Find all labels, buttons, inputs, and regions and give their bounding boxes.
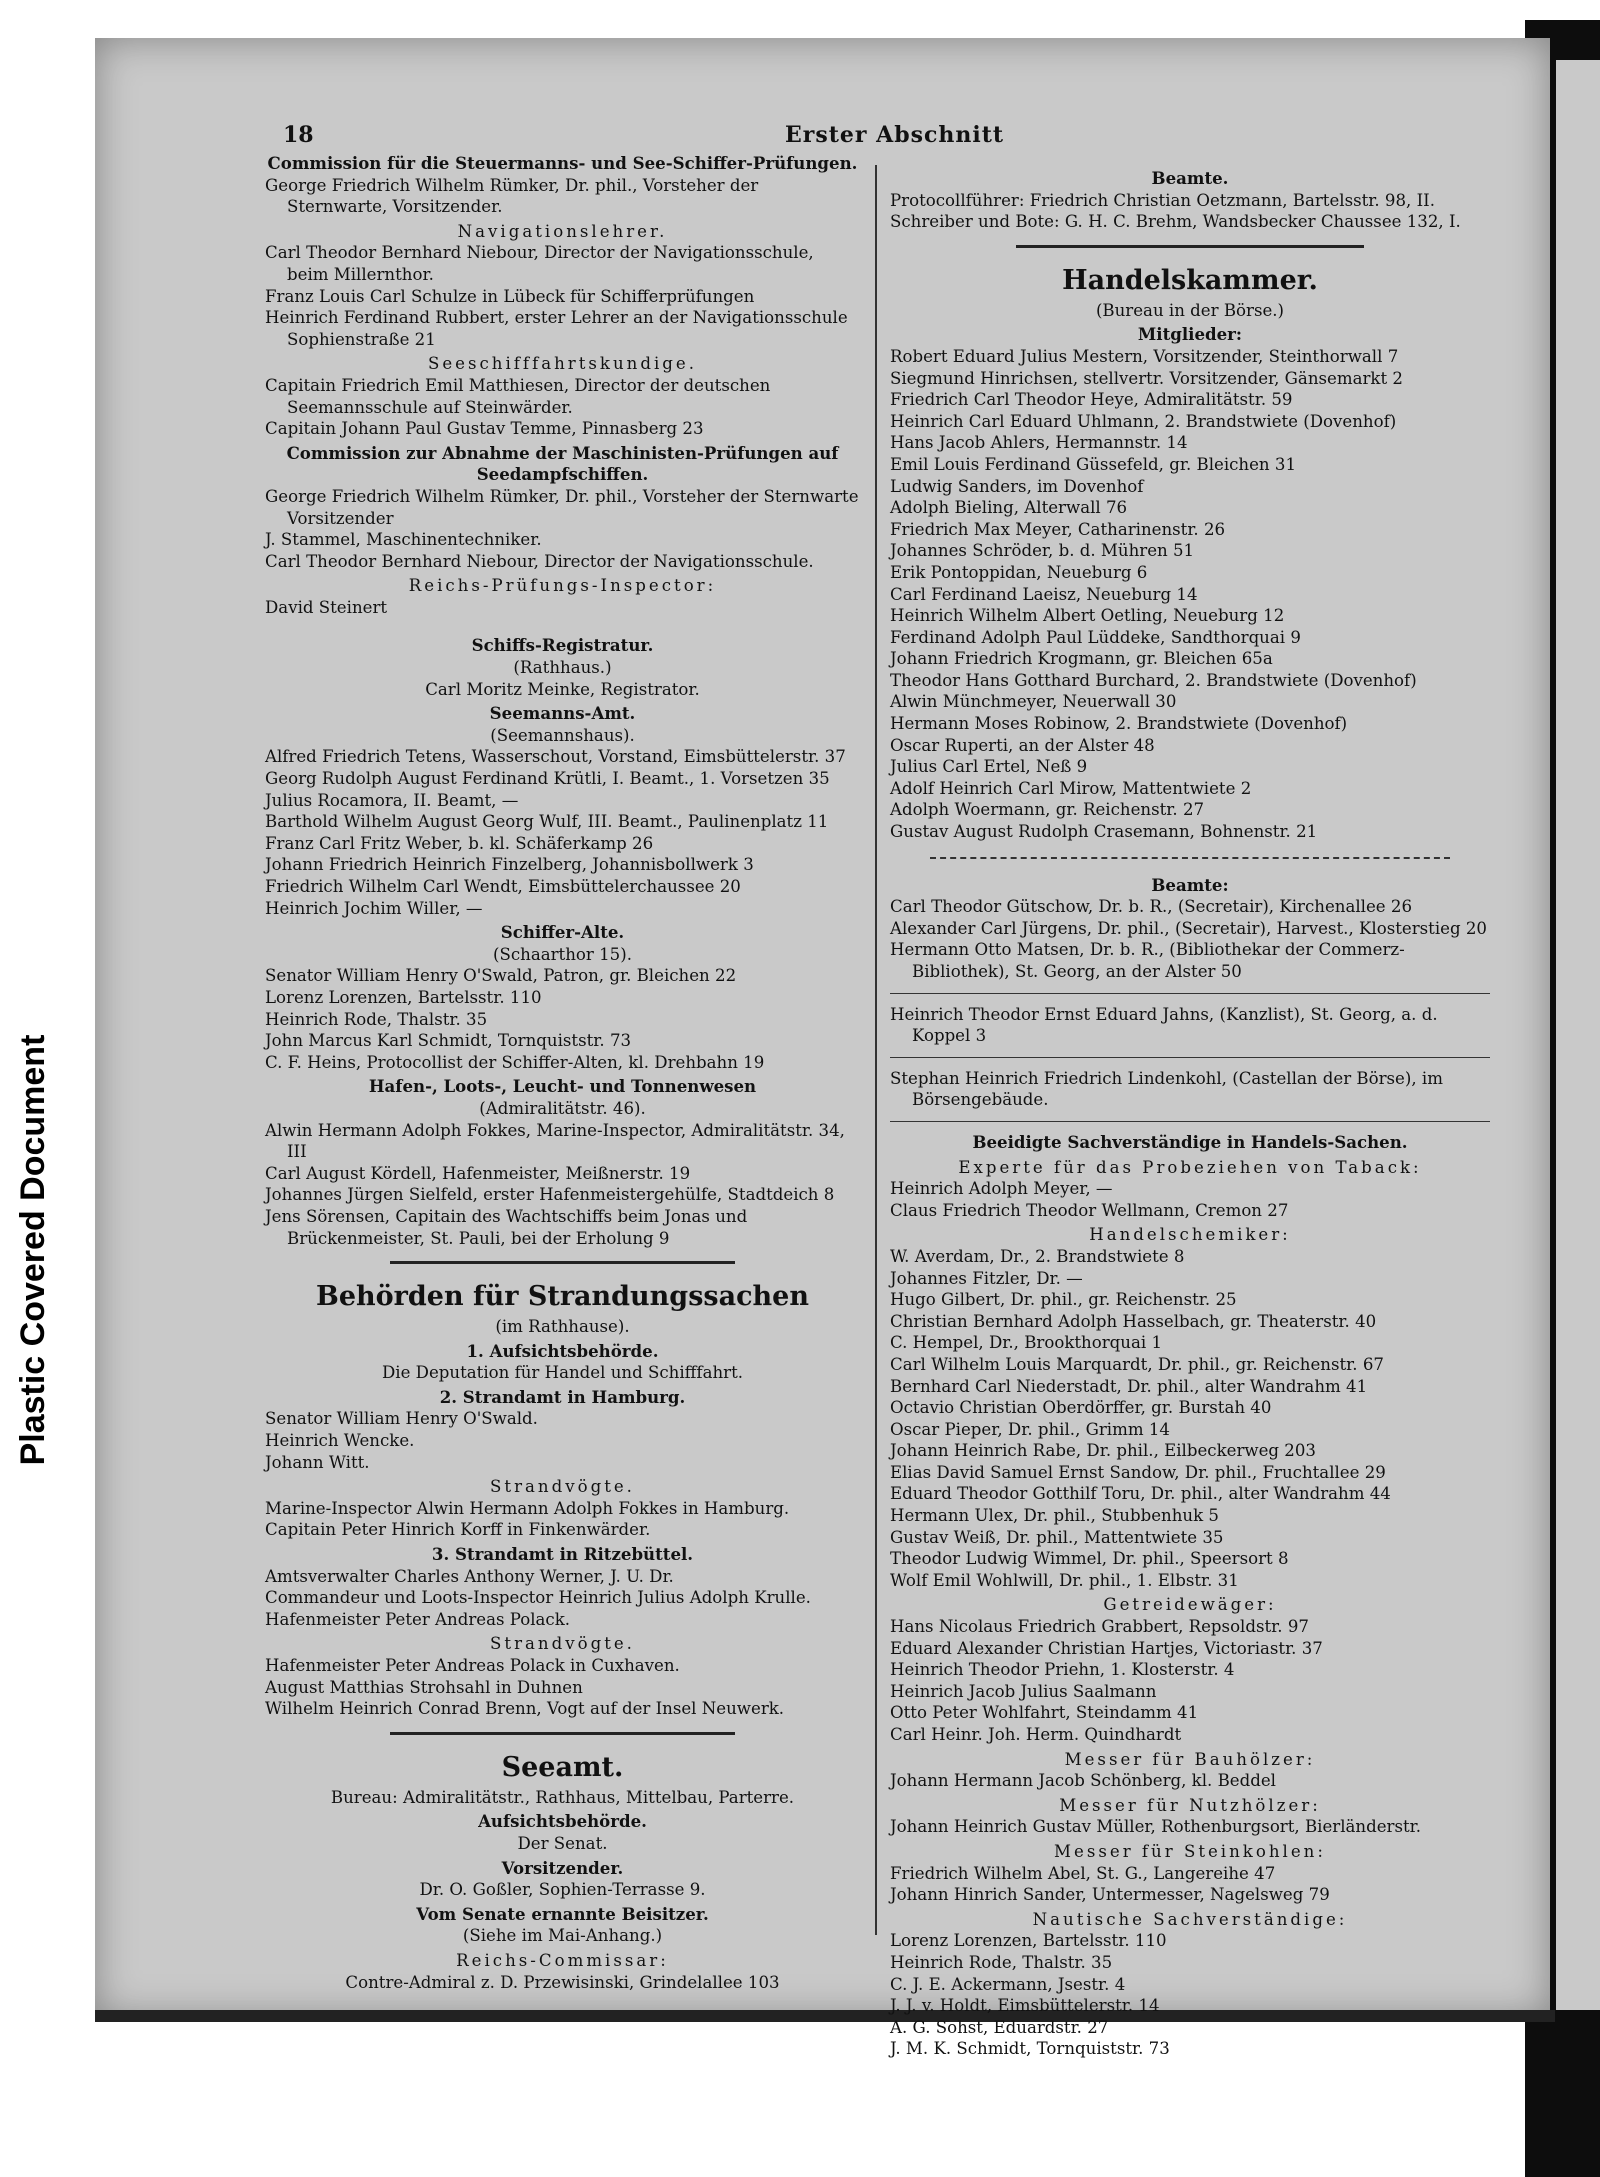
entry: Lorenz Lorenzen, Bartelsstr. 110 [890,1931,1167,1951]
entry: Hafenmeister Peter Andreas Polack. [265,1609,571,1629]
column-divider [875,165,877,1935]
entry: J. Stammel, Maschinentechniker. [265,530,542,550]
entry: C. Hempel, Dr., Brookthorquai 1 [890,1333,1162,1353]
entry: George Friedrich Wilhelm Rümker, Dr. phil., Vorsteher der Sternwarte Vorsitzender [265,486,859,528]
entry: J. J. v. Holdt, Eimsbüttelerstr. 14 [890,1996,1160,2016]
entry: Julius Rocamora, II. Beamt, — [265,790,519,810]
entry: Carl Heinr. Joh. Herm. Quindhardt [890,1725,1182,1744]
entry: Hans Nicolaus Friedrich Grabbert, Repsoldstr. 97 [890,1617,1309,1637]
section-title: Seeamt. [501,1751,624,1783]
entry: Hermann Ulex, Dr. phil., Stubbenhuk 5 [890,1506,1219,1526]
entry: Theodor Ludwig Wimmel, Dr. phil., Speersort 8 [890,1549,1289,1569]
centered-line: (Admiralitätstr. 46). [479,1098,646,1118]
entry: Heinrich Adolph Meyer, — [890,1179,1113,1199]
entry: A. G. Sohst, Eduardstr. 27 [890,2017,1109,2037]
centered-line: (Siehe im Mai-Anhang.) [462,1926,663,1946]
spaced-subheading: Messer für Steinkohlen: [1054,1841,1326,1861]
entry: Robert Eduard Julius Mestern, Vorsitzender, Steinthorwall 7 [890,346,1399,366]
section-heading: Vorsitzender. [501,1857,624,1878]
entry: Hermann Moses Robinow, 2. Brandstwiete (Dovenhof) [890,714,1348,734]
entry: Marine-Inspector Alwin Hermann Adolph Fokkes in Hamburg. [265,1498,790,1518]
section-heading: 2. Strandamt in Hamburg. [439,1386,686,1407]
entry: Carl Theodor Bernhard Niebour, Director der Navigationsschule, beim Millernthor. [265,243,814,284]
section-heading: Schiffer-Alte. [500,922,625,943]
entry: Heinrich Jochim Willer, — [265,898,483,918]
entry: Hafenmeister Peter Andreas Polack in Cuxhaven. [265,1656,680,1675]
entry: George Friedrich Wilhelm Rümker, Dr. phil., Vorsteher der Sternwarte, Vorsitzender. [265,175,759,217]
spaced-subheading: Messer für Nutzhölzer: [1059,1795,1321,1815]
entry: David Steinert [265,597,388,617]
section-heading: 3. Strandamt in Ritzebüttel. [431,1544,694,1565]
centered-line: Carl Moritz Meinke, Registrator. [425,679,700,699]
entry: Georg Rudolph August Ferdinand Krütli, I. Beamt., 1. Vorsetzen 35 [265,769,830,789]
entry: Barthold Wilhelm August Georg Wulf, III. Beamt., Paulinenplatz 11 [265,812,829,832]
spaced-subheading: Strandvögte. [490,1477,635,1497]
entry: W. Averdam, Dr., 2. Brandstwiete 8 [890,1246,1185,1266]
right-column [890,165,1490,2060]
entry: Protocollführer: Friedrich Christian Oetzmann, Bartelsstr. 98, II. [890,190,1435,210]
entry: Wolf Emil Wohlwill, Dr. phil., 1. Elbstr. 31 [890,1570,1239,1590]
entry: Johann Hermann Jacob Schönberg, kl. Beddel [890,1771,1276,1791]
entry: August Matthias Strohsahl in Duhnen [265,1677,583,1697]
section-title: Behörden für Strandungssachen [316,1281,809,1313]
thin-rule [890,1121,1490,1122]
centered-line: Dr. O. Goßler, Sophien-Terrasse 9. [419,1880,706,1900]
section-heading: Mitglieder: [1137,324,1243,345]
entry: Johannes Schröder, b. d. Mühren 51 [890,541,1195,561]
entry: Heinrich Ferdinand Rubbert, erster Lehrer an der Navigationsschule Sophienstraße 21 [265,308,848,349]
section-heading: 1. Aufsichtsbehörde. [466,1340,659,1361]
centered-line: (im Rathhause). [495,1317,630,1337]
section-heading: Aufsichtsbehörde. [478,1811,647,1832]
entry: C. J. E. Ackermann, Jsestr. 4 [890,1974,1126,1994]
entry: Commandeur und Loots-Inspector Heinrich Julius Adolph Krulle. [265,1588,811,1608]
entry: Gustav August Rudolph Crasemann, Bohnenstr. 21 [890,822,1318,842]
entry: Heinrich Wilhelm Albert Oetling, Neueburg 12 [890,606,1285,626]
entry: John Marcus Karl Schmidt, Tornquiststr. 73 [265,1031,632,1051]
running-head: Erster Abschnitt [785,122,1005,148]
entry: Johann Witt. [265,1452,370,1472]
next-page-strip [1556,60,1600,2010]
section-heading: Beeidigte Sachverständige in Handels-Sachen. [972,1131,1408,1152]
centered-line: (Rathhaus.) [513,658,612,678]
entry: Senator William Henry O'Swald, Patron, gr. Bleichen 22 [265,966,737,986]
entry: Carl Ferdinand Laeisz, Neueburg 14 [890,584,1198,604]
entry: Elias David Samuel Ernst Sandow, Dr. phil., Fruchtallee 29 [890,1462,1386,1482]
entry: Julius Carl Ertel, Neß 9 [890,757,1088,777]
entry: Franz Carl Fritz Weber, b. kl. Schäferkamp 26 [265,833,654,853]
entry: Adolph Bieling, Alterwall 76 [890,498,1128,518]
spaced-subheading: Reichs-Commissar: [456,1950,669,1970]
entry: Johann Heinrich Gustav Müller, Rothenburgsort, Bierländerstr. [890,1817,1422,1837]
entry: Heinrich Wencke. [265,1431,415,1451]
entry: Alexander Carl Jürgens, Dr. phil., (Secretair), Harvest., Klosterstieg 20 [890,918,1487,938]
entry: Stephan Heinrich Friedrich Lindenkohl, (Castellan der Börse), im Börsengebäude. [890,1068,1443,1110]
entry: Wilhelm Heinrich Conrad Brenn, Vogt auf der Insel Neuwerk. [265,1699,785,1719]
entry: Hermann Otto Matsen, Dr. b. R., (Bibliothekar der Commerz-Bibliothek), St. Georg, an der Alster 50 [890,940,1405,981]
entry: Christian Bernhard Adolph Hasselbach, gr. Theaterstr. 40 [890,1311,1377,1331]
spaced-subheading: Messer für Bauhölzer: [1064,1749,1316,1769]
entry: Alwin Hermann Adolph Fokkes, Marine-Inspector, Admiralitätstr. 34, III [265,1120,845,1162]
entry: Heinrich Theodor Ernst Eduard Jahns, (Kanzlist), St. Georg, a. d. Koppel 3 [890,1004,1438,1046]
entry: Friedrich Carl Theodor Heye, Admiralitätstr. 59 [890,390,1293,410]
entry: Capitain Friedrich Emil Matthiesen, Director der deutschen Seemannsschule auf Steinwärder. [265,375,771,417]
entry: Otto Peter Wohlfahrt, Steindamm 41 [890,1703,1199,1723]
entry: Gustav Weiß, Dr. phil., Mattentwiete 35 [890,1527,1224,1547]
spaced-subheading: Handelschemiker: [1089,1225,1291,1245]
page-number: 18 [283,122,314,148]
dashed-rule [930,857,1450,859]
entry: Lorenz Lorenzen, Bartelsstr. 110 [265,987,542,1007]
entry: Johann Friedrich Krogmann, gr. Bleichen 65a [890,649,1273,669]
spaced-subheading: Getreidewäger: [1103,1595,1277,1615]
entry: Oscar Ruperti, an der Alster 48 [890,735,1155,755]
entry: Capitain Peter Hinrich Korff in Finkenwärder. [265,1520,651,1540]
entry: C. F. Heins, Protocollist der Schiffer-Alten, kl. Drehbahn 19 [265,1052,765,1072]
spaced-subheading: Seeschifffahrtskundige. [427,354,697,374]
entry: Oscar Pieper, Dr. phil., Grimm 14 [890,1419,1170,1439]
entry: Friedrich Max Meyer, Catharinenstr. 26 [890,519,1226,539]
entry: Friedrich Wilhelm Abel, St. G., Langereihe 47 [890,1863,1276,1883]
section-rule [1016,245,1364,248]
entry: J. M. K. Schmidt, Tornquiststr. 73 [890,2039,1170,2059]
entry: Ludwig Sanders, im Dovenhof [890,476,1144,496]
spaced-subheading: Reichs-Prüfungs-Inspector: [408,576,717,596]
centered-line: Contre-Admiral z. D. Przewisinski, Grindelallee 103 [345,1972,780,1992]
entry: Johann Hinrich Sander, Untermesser, Nagelsweg 79 [890,1885,1330,1905]
entry: Heinrich Jacob Julius Saalmann [890,1681,1157,1701]
entry: Siegmund Hinrichsen, stellvertr. Vorsitzender, Gänsemarkt 2 [890,368,1403,388]
entry: Capitain Johann Paul Gustav Temme, Pinnasberg 23 [265,419,704,439]
entry: Jens Sörensen, Capitain des Wachtschiffs beim Jonas und Brückenmeister, St. Pauli, bei der Erholung 9 [265,1206,748,1248]
centered-line: (Bureau in der Börse.) [1095,300,1285,320]
left-column [265,150,860,1993]
entry: Johannes Fitzler, Dr. — [890,1268,1083,1288]
entry: Johannes Jürgen Sielfeld, erster Hafenmeistergehülfe, Stadtdeich 8 [265,1185,835,1205]
entry: Adolf Heinrich Carl Mirow, Mattentwiete 2 [890,778,1252,798]
spaced-subheading: Nautische Sachverständige: [1032,1909,1348,1929]
entry: Carl August Kördell, Hafenmeister, Meißnerstr. 19 [265,1163,691,1183]
entry: Erik Pontoppidan, Neueburg 6 [890,562,1148,582]
section-heading: Hafen-, Loots-, Leucht- und Tonnenwesen [368,1076,757,1097]
section-heading: Commission zur Abnahme der Maschinisten-Prüfungen auf Seedampfschiffen. [286,442,839,485]
section-rule [390,1261,735,1264]
entry: Johann Friedrich Heinrich Finzelberg, Johannisbollwerk 3 [265,855,754,875]
spaced-subheading: Navigationslehrer. [457,221,668,241]
section-heading: Beamte. [1151,168,1229,188]
thin-rule [890,993,1490,994]
entry: Adolph Woermann, gr. Reichenstr. 27 [890,800,1205,820]
entry: Eduard Theodor Gotthilf Toru, Dr. phil., alter Wandrahm 44 [890,1484,1391,1504]
centered-line: (Seemannshaus). [490,725,635,745]
entry: Alwin Münchmeyer, Neuerwall 30 [890,692,1177,712]
side-label: Plastic Covered Document [14,1034,52,1466]
section-heading: Vom Senate ernannte Beisitzer. [416,1903,709,1924]
entry: Schreiber und Bote: G. H. C. Brehm, Wandsbecker Chaussee 132, I. [890,212,1461,232]
section-heading: Schiffs-Registratur. [471,635,654,656]
entry: Heinrich Theodor Priehn, 1. Klosterstr. 4 [890,1660,1235,1680]
thin-rule [890,1057,1490,1058]
entry: Ferdinand Adolph Paul Lüddeke, Sandthorquai 9 [890,627,1301,647]
entry: Hugo Gilbert, Dr. phil., gr. Reichenstr. 25 [890,1290,1237,1310]
entry: Eduard Alexander Christian Hartjes, Victoriastr. 37 [890,1638,1323,1658]
centered-line: Bureau: Admiralitätstr., Rathhaus, Mittelbau, Parterre. [330,1787,795,1807]
entry: Theodor Hans Gotthard Burchard, 2. Brandstwiete (Dovenhof) [890,670,1417,690]
entry: Carl Theodor Bernhard Niebour, Director der Navigationsschule. [265,551,814,571]
entry: Claus Friedrich Theodor Wellmann, Cremon 27 [890,1200,1289,1220]
centered-line: Der Senat. [517,1833,608,1853]
entry: Octavio Christian Oberdörffer, gr. Burstah 40 [890,1398,1272,1418]
section-heading: Beamte: [1151,874,1229,895]
entry: Heinrich Rode, Thalstr. 35 [890,1952,1113,1972]
centered-line: Die Deputation für Handel und Schifffahrt. [381,1363,744,1383]
section-heading: Commission für die Steuermanns- und See-Schiffer-Prüfungen. [267,153,858,173]
entry: Friedrich Wilhelm Carl Wendt, Eimsbüttelerchaussee 20 [265,877,741,896]
entry: Hans Jacob Ahlers, Hermannstr. 14 [890,433,1188,453]
section-rule [390,1732,735,1735]
entry: Franz Louis Carl Schulze in Lübeck für Schifferprüfungen [265,286,755,306]
section-title: Handelskammer. [1062,264,1318,296]
entry: Johann Heinrich Rabe, Dr. phil., Eilbeckerweg 203 [890,1441,1316,1461]
entry: Carl Wilhelm Louis Marquardt, Dr. phil., gr. Reichenstr. 67 [890,1354,1384,1374]
centered-line: (Schaarthor 15). [493,944,632,964]
entry: Alfred Friedrich Tetens, Wasserschout, Vorstand, Eimsbüttelerstr. 37 [265,747,846,767]
entry: Carl Theodor Gütschow, Dr. b. R., (Secretair), Kirchenallee 26 [890,897,1413,917]
entry: Emil Louis Ferdinand Güssefeld, gr. Bleichen 31 [890,454,1297,474]
spacer [265,618,860,632]
spaced-subheading: Strandvögte. [490,1634,635,1654]
section-heading: Seemanns-Amt. [489,703,636,724]
spaced-subheading: Experte für das Probeziehen von Taback: [958,1157,1422,1177]
entry: Heinrich Rode, Thalstr. 35 [265,1009,488,1029]
entry: Bernhard Carl Niederstadt, Dr. phil., alter Wandrahm 41 [890,1376,1368,1396]
entry: Senator William Henry O'Swald. [265,1409,538,1429]
entry: Heinrich Carl Eduard Uhlmann, 2. Brandstwiete (Dovenhof) [890,411,1397,431]
entry: Amtsverwalter Charles Anthony Werner, J. U. Dr. [265,1566,674,1586]
